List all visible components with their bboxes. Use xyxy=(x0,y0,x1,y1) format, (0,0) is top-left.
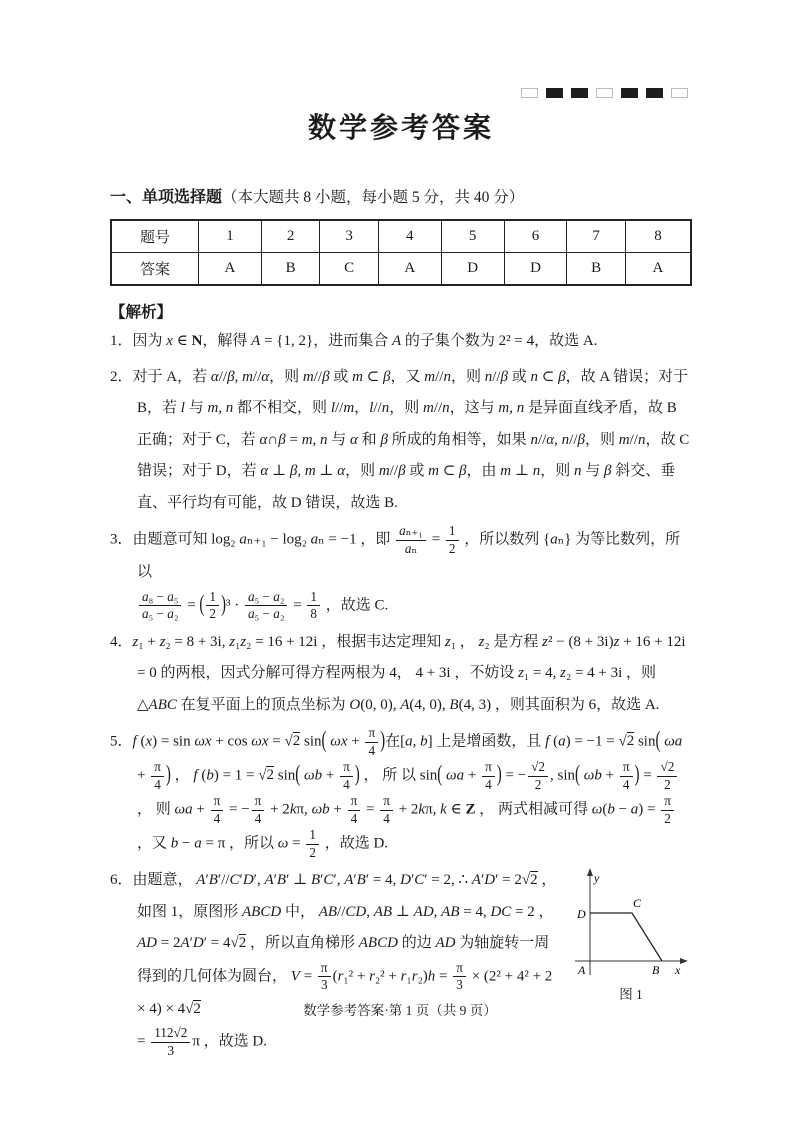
section-heading-note: （本大题共 8 小题，每小题 5 分，共 40 分） xyxy=(222,189,525,206)
fraction: $\frac{\pi}{4}$ xyxy=(482,759,495,793)
question-number-cell: 8 xyxy=(625,220,691,253)
big-paren: ) xyxy=(354,762,360,788)
fraction: $\frac{1}{2}$ xyxy=(306,827,319,861)
solution-6 xyxy=(110,865,692,1059)
answer-table xyxy=(110,219,692,286)
vertex-label-a: A xyxy=(578,963,586,977)
answer-cell: B xyxy=(567,253,625,286)
question-number-cell: 7 xyxy=(567,220,625,253)
radical: √2 xyxy=(185,1000,201,1017)
big-paren: ( xyxy=(295,762,301,788)
radical: √2 xyxy=(618,733,635,750)
solution-number: 4． xyxy=(110,633,133,650)
fraction: $\frac{\pi}{4}$ xyxy=(211,793,224,827)
solution-1 xyxy=(110,326,692,358)
vertex-label-d: D xyxy=(577,907,586,921)
fraction: $\frac{1}{8}$ xyxy=(307,589,320,623)
big-paren: ) xyxy=(634,762,640,788)
big-paren: ) xyxy=(221,592,226,617)
answer-row xyxy=(111,253,691,286)
solution-number: 2． xyxy=(110,368,133,385)
solution-line: 6．由题意， A′B′//C′D′, A′B′ ⊥ B′C′, A′B′ = 4, D′C′ = 2, ∴ A′D′ = 2√2 ，如图 1，原图形 ABCD 中， AB//CD, AB ⊥ AD, AB = 4, DC = 2 ，AD = 2A′D′ = 4√2 ，所以直角梯形 ABCD 的边 AD 为轴旋转一周得到的几何体为圆台， V = $\frac{\pi}{3}$ (r₁² + r₂² + r₁r₂)h = $\frac{\pi}{3}$ × (2² + 4² + 2 × 4) × 4√2 xyxy=(110,872,557,1017)
vertex-label-b: B xyxy=(652,963,660,977)
fraction: $\frac{\text{aₙ₊₁}}{\text{aₙ}}$ xyxy=(396,523,426,557)
solution-number: 1． xyxy=(110,333,133,349)
solution-number: 6． xyxy=(110,872,133,888)
answer-cell: C xyxy=(320,253,378,286)
figure-1 xyxy=(570,865,692,1009)
fraction: $\frac{\pi}{4}$ xyxy=(151,759,164,793)
page-title: 数学参考答案 xyxy=(307,113,494,144)
big-paren: ( xyxy=(655,728,661,754)
solution-5 xyxy=(110,725,692,861)
fraction: $\frac{\text{a₈ − a₅}}{\text{a₅ − a₂}}$ xyxy=(139,589,181,623)
fraction: $\frac{\pi}{2}$ xyxy=(661,793,674,827)
fraction: $\frac{√2}{2}$ xyxy=(657,759,677,793)
fraction: $\frac{\pi}{4}$ xyxy=(620,759,633,793)
solution-line: 4．z₁ + z₂ = 8 + 3i, z₁z₂ = 16 + 12i ，根据韦达定理知 z₁ ， z₂ 是方程 z² − (8 + 3i)z + 16 + 12i = 0 的两根，因式分解可得方程两根为 4， 4 + 3i ，不妨设 z₁ = 4, z₂ = 4 + 3i ，则 △ABC 在复平面上的顶点坐标为 O(0, 0), A(4, 0), B(4, 3) ，则其面积为 6，故选 A. xyxy=(110,633,686,713)
big-paren: ( xyxy=(575,762,581,788)
answer-cell: A xyxy=(199,253,262,286)
solution-line: 2．对于 A，若 α//β, m//α，则 m//β 或 m ⊂ β，又 m//n，则 n//β 或 n ⊂ β，故 A 错误；对于 B，若 l 与 m, n 都不相交，则 l//m，l//n，则 m//n，这与 m, n 是异面直线矛盾，故 B 正确；对于 C，若 α∩β = m, n 与 α 和 β 所成的角相等，如果 n//α, n//β，则 m//n，故 C 错误；对于 D，若 α ⊥ β, m ⊥ α，则 m//β 或 m ⊂ β，由 m ⊥ n，则 n 与 β 斜交、垂直、平行均有可能，故 D 错误，故选 B. xyxy=(110,368,690,511)
question-number-cell: 3 xyxy=(320,220,378,253)
question-number-cell: 1 xyxy=(199,220,262,253)
radical: √2 xyxy=(258,767,274,784)
radical: √2 xyxy=(284,733,301,750)
page-footer: 数学参考答案·第 1 页（共 9 页） xyxy=(303,1003,497,1018)
fraction: $\frac{\text{a₅ − a₂}}{\text{a₅ − a₂}}$ xyxy=(245,589,287,623)
question-number-row xyxy=(111,220,691,253)
solution-number: 5． xyxy=(110,733,133,750)
question-row-label: 题号 xyxy=(111,220,199,253)
fraction: $\frac{\pi}{3}$ xyxy=(453,960,466,994)
solution-line: 3．由题意可知 log₂ aₙ₊₁ − log₂ aₙ = −1 ，即 $\frac{\text{aₙ₊₁}}{\text{aₙ}}$ = $\frac{1}{2}$ ，所以数列 {aₙ} 为等比数列，所以 xyxy=(110,523,681,580)
vertex-label-c: C xyxy=(633,896,642,910)
fraction: $\frac{\pi}{4}$ xyxy=(252,793,265,827)
figure-caption: 图 1 xyxy=(619,987,643,1002)
fraction: $\frac{√2}{2}$ xyxy=(528,759,548,793)
trapezoid-axes-figure xyxy=(570,865,692,979)
big-paren: ) xyxy=(496,762,502,788)
section-heading-bold: 一、单项选择题 xyxy=(110,189,223,206)
answer-cell: B xyxy=(261,253,319,286)
answer-cell: D xyxy=(504,253,567,286)
big-paren: ) xyxy=(165,762,171,788)
fraction: $\frac{\pi}{4}$ xyxy=(365,725,378,759)
fraction: $\frac{1}{2}$ xyxy=(206,589,219,623)
question-number-cell: 2 xyxy=(261,220,319,253)
big-paren: ( xyxy=(321,728,327,754)
big-paren: ( xyxy=(199,592,205,617)
question-number-cell: 6 xyxy=(504,220,567,253)
page-content xyxy=(110,0,692,1063)
axis-label-y: y xyxy=(594,871,600,885)
answer-cell: D xyxy=(441,253,504,286)
solution-number: 3． xyxy=(110,531,133,548)
solution-line: = $\frac{112√2}{3}$ π ，故选 D. xyxy=(137,1025,267,1058)
answer-cell: A xyxy=(378,253,441,286)
solution-line: 5．f (x) = sin ωx + cos ωx = √2 sin( ωx + $\frac{\pi}{4}$ )在[a, b] 上是增函数，且 f (a) = −1 = √2 sin( ωa + $\frac{\pi}{4}$ ) ， f (b) = 1 = √2 sin( ωb + $\frac{\pi}{4}$ ) ， 所 以 sin( ωa + $\frac{\pi}{4}$ ) = − $\frac{√2}{2}$ , sin( ωb + $\frac{\pi}{4}$ ) = $\frac{√2}{2}$ ， 则 ωa + $\frac{\pi}{4}$ = − $\frac{\pi}{4}$ + 2kπ, ωb + $\frac{\pi}{4}$ = $\frac{\pi}{4}$ + 2kπ, k ∈ Z ， 两式相减可得 ω(b − a) = $\frac{\pi}{2}$ ，又 b − a = π ，所以 ω = $\frac{1}{2}$ ，故选 D. xyxy=(110,725,692,861)
solutions xyxy=(110,326,692,1059)
solution-4 xyxy=(110,627,692,722)
solution-3 xyxy=(110,523,692,623)
big-paren: ) xyxy=(380,728,386,754)
axis-label-x: x xyxy=(675,963,681,977)
question-number-cell: 5 xyxy=(441,220,504,253)
fraction: $\frac{1}{2}$ xyxy=(446,523,459,557)
fraction: $\frac{112√2}{3}$ xyxy=(151,1025,190,1059)
radical: √2 xyxy=(521,872,538,888)
solution-2 xyxy=(110,362,692,520)
question-number-cell: 4 xyxy=(378,220,441,253)
answer-row-label: 答案 xyxy=(111,253,199,286)
answer-cell: A xyxy=(625,253,691,286)
fraction: $\frac{\pi}{3}$ xyxy=(318,960,331,994)
fraction: $\frac{\pi}{4}$ xyxy=(348,793,361,827)
big-paren: ( xyxy=(437,762,443,788)
solution-line: $\frac{\text{a₈ − a₅}}{\text{a₅ − a₂}}$ = ( $\frac{1}{2}$ )³ · $\frac{\text{a₅ − a₂}}{\text{a₅ − a₂}}$ = $\frac{1}{8}$ ，故选 C. xyxy=(110,589,692,623)
analysis-label: 【解析】 xyxy=(110,304,173,321)
fraction: $\frac{\pi}{4}$ xyxy=(380,793,393,827)
radical: √2 xyxy=(230,935,247,951)
section-heading xyxy=(110,184,692,207)
solution-line: 1．因为 x ∈ N，解得 A = {1, 2}，进而集合 A 的子集个数为 2² = 4，故选 A. xyxy=(110,333,598,349)
fraction: $\frac{\pi}{4}$ xyxy=(340,759,353,793)
